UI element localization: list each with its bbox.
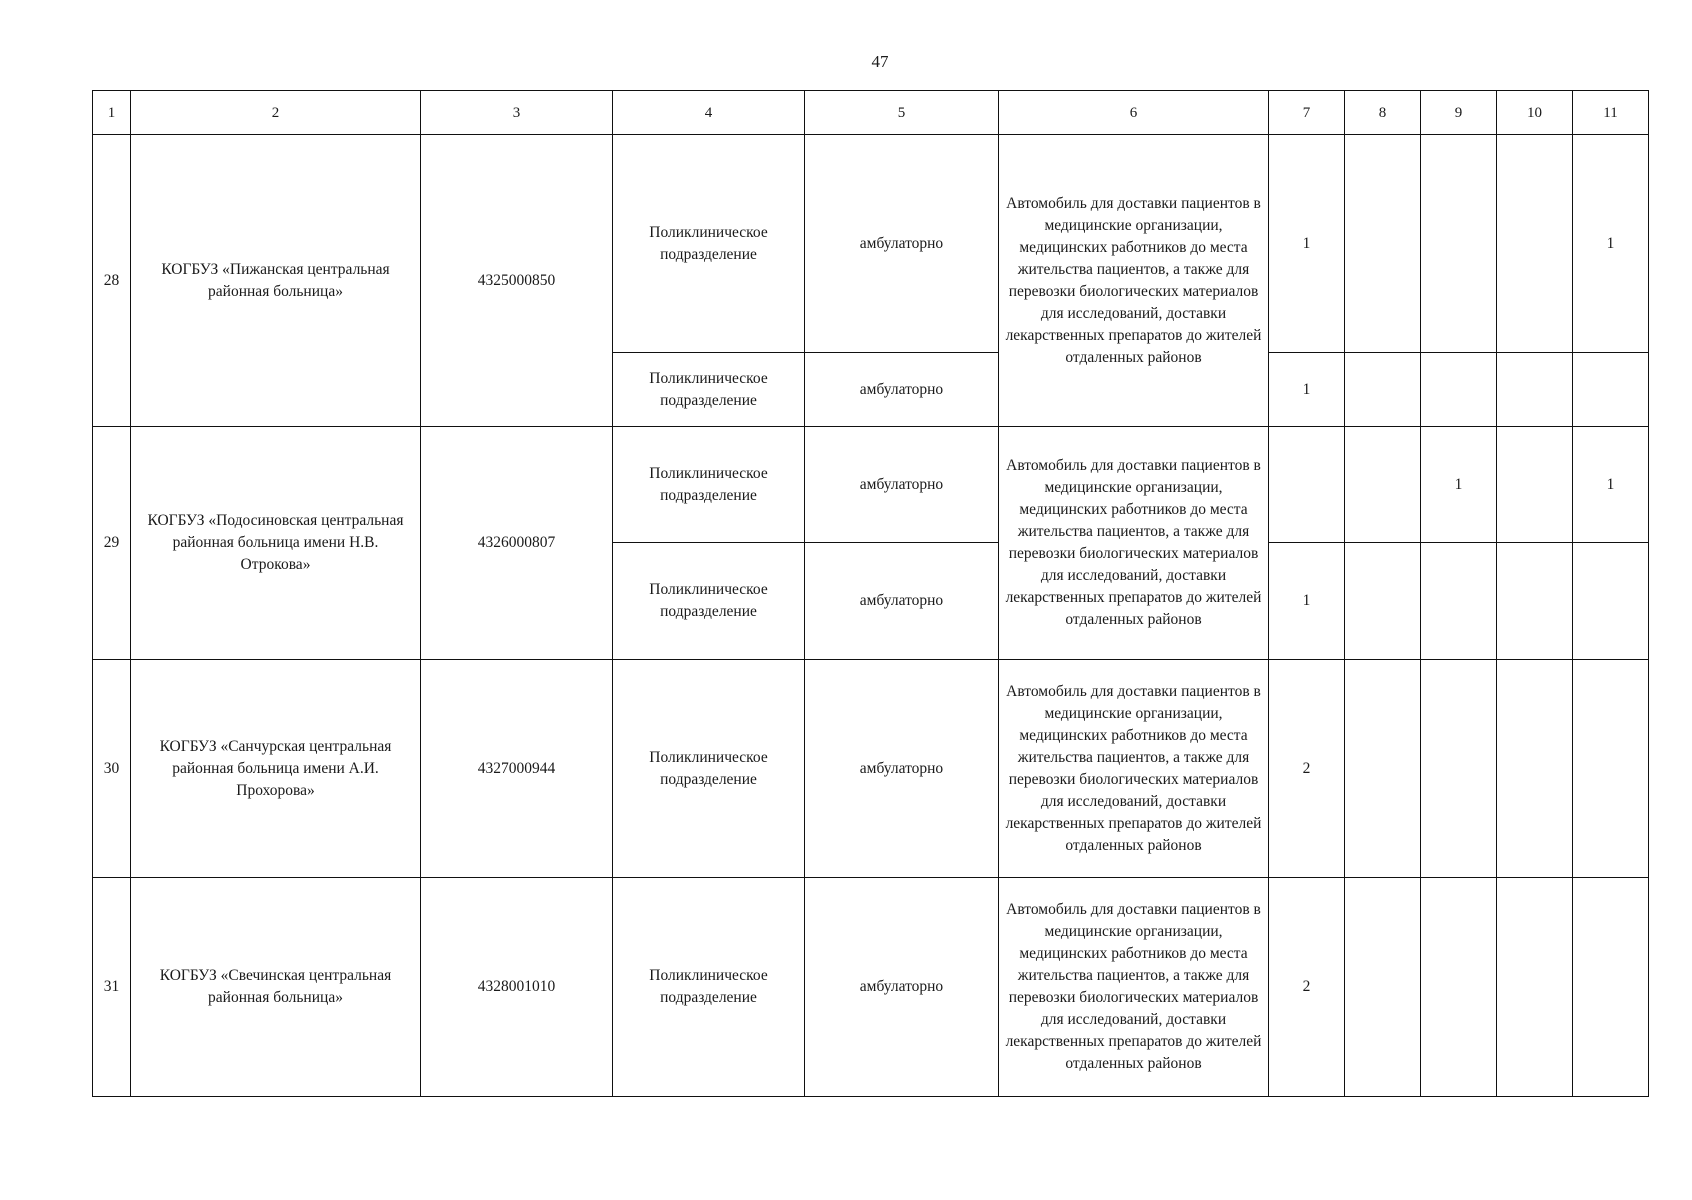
- division-cell: Поликлиническое подразделение: [613, 543, 805, 660]
- division-cell: Поликлиническое подразделение: [613, 427, 805, 543]
- value-cell: 1: [1269, 135, 1345, 353]
- organization-inn: 4325000850: [421, 135, 613, 427]
- description-cell: Автомобиль для доставки пациентов в медицинские организации, медицинских работников до места жительства пациентов, а также для перевозки биологических материалов для исследований, доставки лекарственных препаратов до жителей отдаленных районов: [999, 135, 1269, 427]
- value-cell: [1345, 543, 1421, 660]
- column-header-row: [93, 91, 1649, 135]
- column-header: 1: [93, 91, 131, 135]
- column-header: 3: [421, 91, 613, 135]
- value-cell: [1497, 660, 1573, 878]
- description-cell: Автомобиль для доставки пациентов в медицинские организации, медицинских работников до места жительства пациентов, а также для перевозки биологических материалов для исследований, доставки лекарственных препаратов до жителей отдаленных районов: [999, 660, 1269, 878]
- row-number: 28: [93, 135, 131, 427]
- value-cell: [1497, 878, 1573, 1097]
- organization-name: КОГБУЗ «Свечинская центральная районная больница»: [131, 878, 421, 1097]
- value-cell: 1: [1269, 543, 1345, 660]
- description-cell: Автомобиль для доставки пациентов в медицинские организации, медицинских работников до места жительства пациентов, а также для перевозки биологических материалов для исследований, доставки лекарственных препаратов до жителей отдаленных районов: [999, 878, 1269, 1097]
- division-cell: Поликлиническое подразделение: [613, 660, 805, 878]
- column-header: 10: [1497, 91, 1573, 135]
- division-cell: Поликлиническое подразделение: [613, 135, 805, 353]
- value-cell: [1421, 543, 1497, 660]
- column-header: 11: [1573, 91, 1649, 135]
- column-header: 8: [1345, 91, 1421, 135]
- value-cell: [1345, 135, 1421, 353]
- value-cell: [1573, 660, 1649, 878]
- column-header: 9: [1421, 91, 1497, 135]
- organization-name: КОГБУЗ «Подосиновская центральная районная больница имени Н.В. Отрокова»: [131, 427, 421, 660]
- document-table: [92, 90, 1649, 1097]
- organization-name: КОГБУЗ «Пижанская центральная районная больница»: [131, 135, 421, 427]
- column-header: 2: [131, 91, 421, 135]
- mode-cell: амбулаторно: [805, 878, 999, 1097]
- page-number: 47: [871, 52, 889, 71]
- value-cell: [1345, 353, 1421, 427]
- mode-cell: амбулаторно: [805, 543, 999, 660]
- value-cell: [1497, 135, 1573, 353]
- value-cell: [1269, 427, 1345, 543]
- division-cell: Поликлиническое подразделение: [613, 878, 805, 1097]
- value-cell: [1573, 353, 1649, 427]
- row-number: 29: [93, 427, 131, 660]
- value-cell: [1421, 353, 1497, 427]
- division-cell: Поликлиническое подразделение: [613, 353, 805, 427]
- value-cell: [1345, 660, 1421, 878]
- value-cell: [1421, 135, 1497, 353]
- value-cell: [1345, 427, 1421, 543]
- mode-cell: амбулаторно: [805, 353, 999, 427]
- value-cell: [1497, 427, 1573, 543]
- value-cell: [1497, 353, 1573, 427]
- value-cell: [1345, 878, 1421, 1097]
- column-header: 5: [805, 91, 999, 135]
- value-cell: [1421, 660, 1497, 878]
- value-cell: [1497, 543, 1573, 660]
- table-row: [93, 135, 1649, 353]
- table-row: [93, 878, 1649, 1097]
- organization-inn: 4328001010: [421, 878, 613, 1097]
- column-header: 6: [999, 91, 1269, 135]
- value-cell: 1: [1573, 135, 1649, 353]
- value-cell: 2: [1269, 878, 1345, 1097]
- organization-name: КОГБУЗ «Санчурская центральная районная больница имени А.И. Прохорова»: [131, 660, 421, 878]
- value-cell: [1421, 878, 1497, 1097]
- value-cell: [1573, 543, 1649, 660]
- row-number: 31: [93, 878, 131, 1097]
- value-cell: 1: [1573, 427, 1649, 543]
- mode-cell: амбулаторно: [805, 660, 999, 878]
- table-row: [93, 660, 1649, 878]
- table-row: [93, 427, 1649, 543]
- description-cell: Автомобиль для доставки пациентов в медицинские организации, медицинских работников до места жительства пациентов, а также для перевозки биологических материалов для исследований, доставки лекарственных препаратов до жителей отдаленных районов: [999, 427, 1269, 660]
- mode-cell: амбулаторно: [805, 135, 999, 353]
- row-number: 30: [93, 660, 131, 878]
- mode-cell: амбулаторно: [805, 427, 999, 543]
- organization-inn: 4326000807: [421, 427, 613, 660]
- value-cell: [1573, 878, 1649, 1097]
- value-cell: 2: [1269, 660, 1345, 878]
- value-cell: 1: [1421, 427, 1497, 543]
- value-cell: 1: [1269, 353, 1345, 427]
- organization-inn: 4327000944: [421, 660, 613, 878]
- column-header: 7: [1269, 91, 1345, 135]
- column-header: 4: [613, 91, 805, 135]
